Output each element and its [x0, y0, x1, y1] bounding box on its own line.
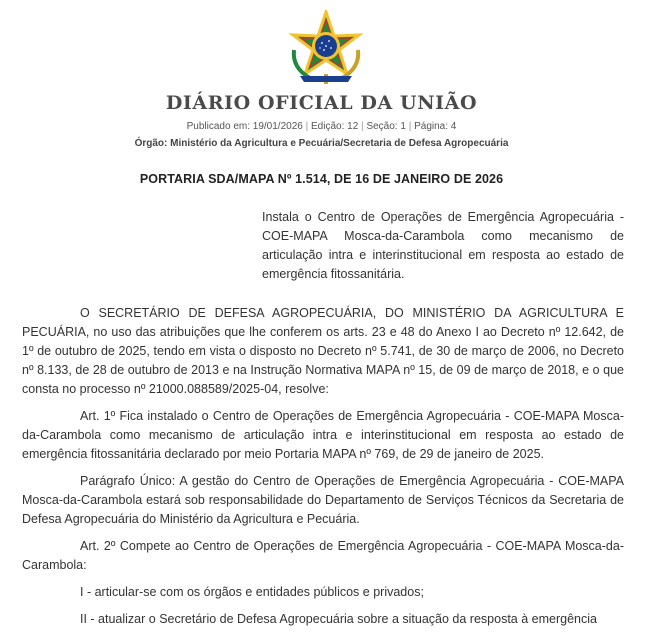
- meta-separator: |: [361, 121, 364, 132]
- meta-separator: |: [305, 121, 309, 132]
- preamble-paragraph: O SECRETÁRIO DE DEFESA AGROPECUÁRIA, DO MINISTÉRIO DA AGRICULTURA E PECUÁRIA, no uso das atribuições que lhe conferem os arts. 23 e 48 do Anexo I ao Decreto nº 12.642, de 1º de outubro de 2025, tendo em vista o disposto no Decreto nº 5.741, de 30 de março de 2006, no Decreto nº 8.133, de 28 de outubro de 2013 e na Instrução Normativa MAPA nº 15, de 09 de março de 2018, e o que consta no processo nº 21000.088589/2025-04, resolve:: [22, 306, 624, 396]
- publication-date: Publicado em: 19/01/2026: [186, 121, 303, 132]
- issuing-organ: [0, 138, 643, 149]
- act-body: [22, 304, 624, 637]
- edition-number: Edição: 12: [311, 121, 359, 132]
- coat-of-arms-icon: [286, 10, 366, 86]
- coat-of-arms-emblem: [286, 10, 366, 86]
- act-title: PORTARIA SDA/MAPA Nº 1.514, DE 16 DE JANEIRO DE 2026: [139, 172, 504, 186]
- sole-paragraph: Parágrafo Único: A gestão do Centro de Operações de Emergência Agropecuária - COE-MAPA Mosca-da-Carambola estará sob responsabilidade do Departamento de Serviços Técnicos da Secretaria de Defesa Agropecuária do Ministério da Agricultura e Pecuária.: [22, 474, 624, 526]
- organ-value: Ministério da Agricultura e Pecuária/Secretaria de Defesa Agropecuária: [170, 138, 509, 149]
- item-i-paragraph: I - articular-se com os órgãos e entidades públicos e privados;: [80, 585, 424, 599]
- section-number: Seção: 1: [366, 121, 406, 132]
- act-summary-ementa: Instala o Centro de Operações de Emergência Agropecuária - COE-MAPA Mosca-da-Carambola como mecanismo de articulação intra e interinstitucional em resposta ao estado de emergência fitossanitária.: [262, 210, 624, 281]
- publication-meta: [0, 121, 643, 132]
- meta-separator: |: [408, 121, 412, 132]
- organ-label: Órgão:: [134, 138, 168, 149]
- item-ii-paragraph: II - atualizar o Secretário de Defesa Agropecuária sobre a situação da resposta à emergência: [80, 612, 597, 626]
- article-1-paragraph: Art. 1º Fica instalado o Centro de Operações de Emergência Agropecuária - COE-MAPA Mosca-da-Carambola como mecanismo de articulação intra e interinstitucional em resposta ao estado de emergência fitossanitária declarado por meio Portaria MAPA nº 769, de 29 de janeiro de 2025.: [22, 409, 624, 461]
- article-2-paragraph: Art. 2º Compete ao Centro de Operações de Emergência Agropecuária - COE-MAPA Mosca-da-Carambola:: [22, 539, 624, 572]
- page-number: Página: 4: [414, 121, 457, 132]
- journal-title: DIÁRIO OFICIAL DA UNIÃO: [165, 92, 478, 114]
